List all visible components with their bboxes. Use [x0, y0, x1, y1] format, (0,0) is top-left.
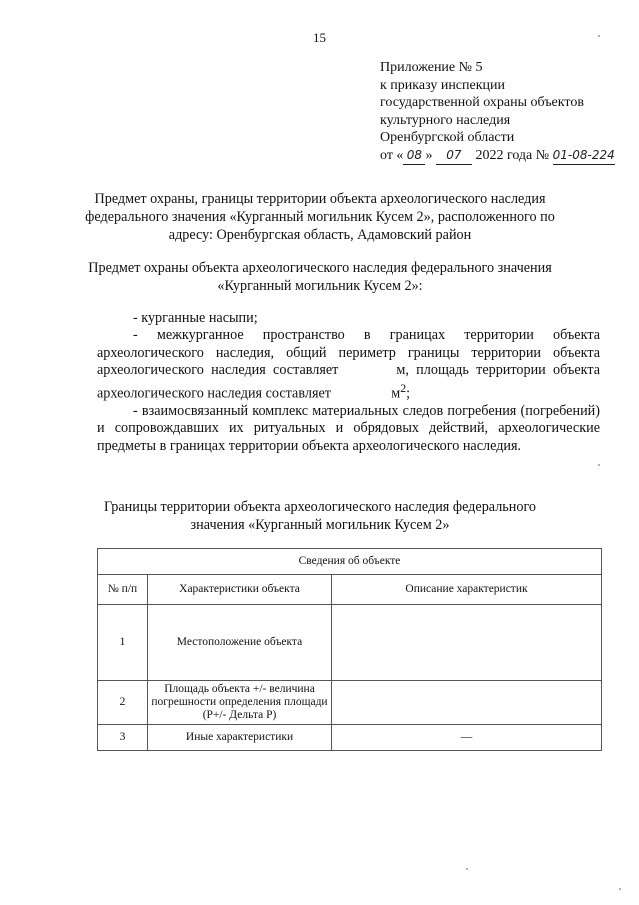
row-number: 3 [98, 725, 148, 751]
date-year: 2022 года № [475, 147, 550, 163]
date-mid: » [425, 147, 433, 163]
header-characteristics: Характеристики объекта [148, 575, 332, 605]
appendix-date-line [380, 147, 615, 166]
row-characteristic: Иные характеристики [148, 725, 332, 751]
item-related-complex: - взаимосвязанный комплекс материальных следов погребения (погребений) и сопровождавших их ритуальных и обрядовых действий, археологические предметы в границах территории объекта археологического наследия. [97, 402, 600, 454]
row-description: — [332, 725, 602, 751]
appendix-line-1: Приложение № 5 [380, 60, 483, 75]
date-prefix: от « [380, 147, 404, 163]
item-inter-mound-space [97, 327, 600, 402]
header-number: № п/п [98, 575, 148, 605]
table-row [98, 681, 602, 725]
appendix-line-3: государственной охраны объектов [380, 95, 584, 110]
page-number: 15 [313, 30, 326, 45]
item2-text-b: м, площадь территории объекта археологического наследия составляет [97, 362, 600, 402]
row-characteristic: Площадь объекта +/- величина погрешности определения площади (Р+/- Дельта Р) [148, 681, 332, 725]
object-info-table [97, 548, 602, 751]
order-number: 01-08-224 [553, 147, 615, 166]
row-characteristic: Местоположение объекта [148, 605, 332, 681]
date-month: 07 [436, 147, 472, 166]
table-row [98, 605, 602, 681]
row-description [332, 605, 602, 681]
appendix-block [380, 59, 615, 165]
appendix-line-5: Оренбургской области [380, 130, 515, 145]
item2-unit: м [391, 385, 401, 402]
document-title: Предмет охраны, границы территории объекта археологического наследия федерального значения «Курганный могильник Кусем 2», расположенного по адресу: Оренбургская область, Адамовский район [85, 191, 555, 243]
scan-speck [619, 888, 621, 890]
scan-speck [598, 35, 600, 37]
table-caption: Сведения об объекте [98, 549, 602, 575]
item-burial-mounds: - курганные насыпи; [133, 310, 258, 326]
boundaries-title: Границы территории объекта археологического наследия федерального значения «Курганный могильник Кусем 2» [103, 499, 537, 533]
item2-text-a: - межкурганное пространство в границах территории объекта археологического наследия, общий периметр границы территории объекта археологического наследия составляет [97, 327, 600, 379]
subject-list [97, 310, 600, 455]
appendix-line-4: культурного наследия [380, 112, 511, 128]
row-number: 2 [98, 681, 148, 725]
item2-sup: 2 [400, 380, 407, 395]
row-description [332, 681, 602, 725]
header-description: Описание характеристик [332, 575, 602, 605]
appendix-line-2: к приказу инспекции [380, 77, 506, 93]
item2-end: ; [406, 385, 411, 402]
date-day: 08 [403, 147, 425, 166]
subject-title: Предмет охраны объекта археологического наследия федерального значения «Курганный могильник Кусем 2»: [88, 260, 552, 294]
scan-speck [466, 868, 468, 870]
scan-speck [598, 464, 600, 466]
row-number: 1 [98, 605, 148, 681]
table-row [98, 725, 602, 751]
